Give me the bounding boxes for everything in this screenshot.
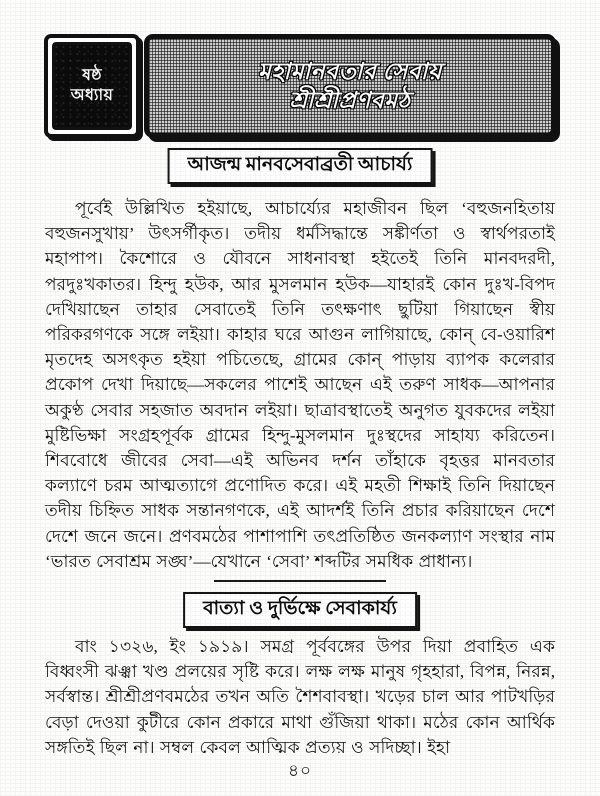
section-heading-2 xyxy=(183,592,417,628)
page-number: ৪০ xyxy=(287,761,313,780)
chapter-ordinal-label: ষষ্ঠ xyxy=(82,66,102,84)
chapter-title-line-2: শ্রীশ্রীপ্রণবমঠ xyxy=(289,87,411,113)
chapter-banner xyxy=(44,34,556,138)
chapter-number-badge xyxy=(44,34,140,138)
section-heading-1-label: আজন্ম মানবসেবাব্রতী আচার্য্য xyxy=(187,154,413,175)
chapter-title-plate xyxy=(144,34,556,138)
section-divider-rule xyxy=(214,580,386,582)
chapter-number-badge-inner xyxy=(52,42,132,130)
chapter-word-label: অধ্যায় xyxy=(70,86,114,104)
section-body-1 xyxy=(45,196,555,574)
section-heading-1 xyxy=(168,148,433,184)
paragraph: বাং ১৩২৬, ইং ১৯১৯। সমগ্র পূর্ববঙ্গের উপর দিয়া প্রবাহিত এক বিধ্বংসী ঝঞ্ঝা খণ্ড প্রলয়ের সৃষ্টি করে। লক্ষ লক্ষ মানুষ গৃহহারা, বিপন্ন, নিরন্ন, সর্বস্বান্ত। শ্রীশ্রীপ্রণবমঠের তখন অতি শৈশবাবস্থা। খড়ের চাল আর পাটখড়ির বেড়া দেওয়া কুটীরে কোন প্রকারে মাথা গুঁজিয়া থাকা। মঠের কোন আর্থিক সঙ্গতিই ছিল না। সম্বল কেবল আত্মিক প্রত্যয় ও সদিচ্ছা। ইহা xyxy=(45,637,555,757)
paragraph: পূর্বেই উল্লিখিত হইয়াছে, আচার্য্যের মহাজীবন ছিল ‘বহুজনহিতায় বহুজনসুখায়’ উৎসর্গীকৃত। তদীয় ধর্মসিদ্ধান্তে সঙ্কীর্ণতা ও স্বার্থপরতাই মহাপাপ। কৈশোরে ও যৌবনে সাধনাবস্থা হইতেই তিনি মানবদরদী, পরদুঃখকাতর। হিন্দু হউক, আর মুসলমান হউক—যাহারই কোন দুঃখ-বিপদ দেখিয়াছেন তাহার সেবাতেই তিনি তৎক্ষণাৎ ছুটিয়া গিয়াছেন স্বীয় পরিকরগণকে সঙ্গে লইয়া। কাহার ঘরে আগুন লাগিয়াছে, কোন্ বে-ওয়ারিশ মৃতদেহ অসৎকৃত হইয়া পচিতেছে, গ্রামের কোন্ পাড়ায় ব্যাপক কলেরার প্রকোপ দেখা দিয়াছে—সকলের পাশেই আছেন এই তরুণ সাধক—আপনার অকুণ্ঠ সেবার সহজাত অবদান লইয়া। ছাত্রাবস্থাতেই অনুগত যুবকদের লইয়া মুষ্টিভিক্ষা সংগ্রহপূর্বক গ্রামের হিন্দু-মুসলমান দুঃস্থদের সাহায্য করিতেন। শিববোধে জীবের সেবা—এই অভিনব দর্শন তাঁহাকে বৃহত্তর মানবতার কল্যাণে চরম আত্মত্যাগে প্রণোদিত করে। এই মহতী শিক্ষাই তিনি দিয়াছেন তদীয় চিহ্নিত সাধক সন্তানগণকে, এই আদর্শই তিনি প্রচার করিয়াছেন দেশে দেশে জনে জনে। প্রণবমঠের পাশাপাশি তৎপ্রতিষ্ঠিত জনকল্যাণ সংস্থার নাম ‘ভারত সেবাশ্রম সঙ্ঘ’—যেখানে ‘সেবা’ শব্দটির সমধিক প্রাধান্য। xyxy=(45,199,555,571)
chapter-title-line-1: মহামানবতার সেবায় xyxy=(258,59,442,85)
section-body-2 xyxy=(45,634,555,760)
section-heading-2-label: বাত্যা ও দুর্ভিক্ষে সেবাকার্য্য xyxy=(203,598,397,619)
